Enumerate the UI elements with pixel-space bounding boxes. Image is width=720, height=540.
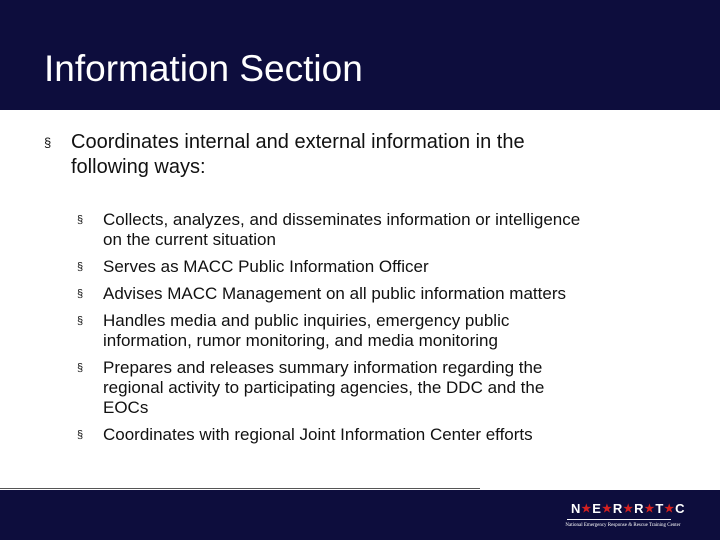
star-icon: ★: [581, 503, 592, 515]
star-icon: ★: [664, 503, 675, 515]
sub-bullet-line: Serves as MACC Public Information Officer: [103, 257, 429, 276]
sub-bullet-item: [77, 210, 687, 250]
star-icon: ★: [623, 503, 634, 515]
sub-bullet-item: [77, 257, 687, 277]
sub-bullet-item: [77, 284, 687, 304]
sub-bullet-line: regional activity to participating agencies, the DDC and the: [103, 378, 545, 397]
title-bar: [0, 0, 720, 110]
sub-bullet-line: Handles media and public inquiries, emergency public: [103, 311, 510, 330]
star-icon: ★: [601, 503, 612, 515]
main-bullet: [44, 130, 684, 180]
logo-letter: C: [675, 501, 685, 516]
logo-letter: T: [655, 501, 664, 516]
logo-letter: N: [571, 501, 581, 516]
main-bullet-line-2: following ways:: [71, 156, 206, 178]
bullet-marker: §: [77, 288, 84, 300]
logo-letter: R: [634, 501, 644, 516]
sub-bullet-item: [77, 358, 687, 418]
logo-rule: [567, 519, 671, 520]
star-icon: ★: [644, 503, 655, 515]
sub-bullet-line: Prepares and releases summary information regarding the: [103, 358, 543, 377]
sub-bullet-line: on the current situation: [103, 230, 276, 249]
logo-subtitle: National Emergency Response & Rescue Training Center: [565, 523, 681, 528]
logo-wordmark: [571, 501, 701, 516]
sub-bullet-line: information, rumor monitoring, and media monitoring: [103, 331, 498, 350]
sub-bullet-item: [77, 425, 687, 445]
nerrtc-logo: [549, 501, 697, 535]
sub-bullet-item: [77, 311, 687, 351]
bullet-marker: §: [44, 135, 52, 150]
slide-title: Information Section: [44, 48, 363, 89]
sub-bullet-line: Collects, analyzes, and disseminates information or intelligence: [103, 210, 581, 229]
sub-bullet-line: Coordinates with regional Joint Information Center efforts: [103, 425, 533, 444]
sub-bullet-line: EOCs: [103, 398, 149, 417]
bullet-marker: §: [77, 315, 84, 327]
sub-bullet-line: Advises MACC Management on all public information matters: [103, 284, 566, 303]
bullet-marker: §: [77, 214, 84, 226]
bullet-marker: §: [77, 261, 84, 273]
logo-letter: R: [612, 501, 623, 516]
bullet-marker: §: [77, 429, 84, 441]
main-bullet-line-1: Coordinates internal and external information in the: [71, 131, 525, 153]
logo-letter: E: [592, 501, 601, 516]
sub-bullet-list: [77, 210, 687, 452]
bullet-marker: §: [77, 362, 84, 374]
footer-divider: [0, 488, 480, 489]
